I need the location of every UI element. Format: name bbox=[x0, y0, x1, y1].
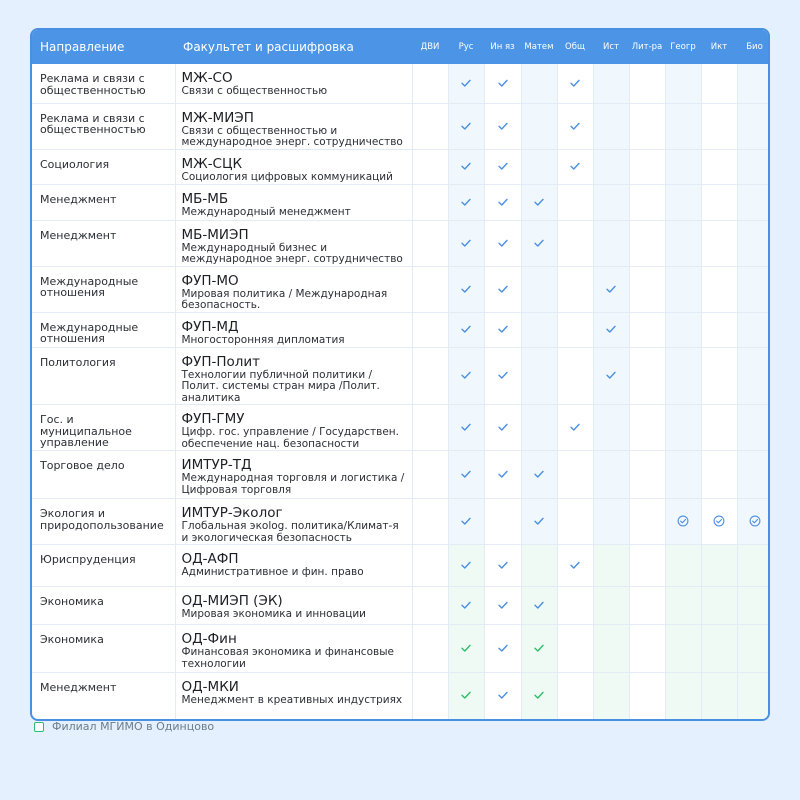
subject-cell-literature bbox=[629, 220, 665, 266]
direction-cell: Экономика bbox=[32, 625, 175, 673]
direction-cell: Гос. и муниципальное управление bbox=[32, 405, 175, 451]
subject-cell-dvi bbox=[412, 266, 448, 312]
faculty-code: МЖ-СЦК bbox=[181, 155, 243, 172]
header-subject-ict[interactable]: Икт bbox=[701, 30, 737, 64]
faculty-description: Международная торговля и логистика / Цифровая торговля bbox=[181, 472, 405, 496]
check-icon bbox=[460, 237, 472, 249]
check-icon bbox=[497, 599, 509, 611]
subject-cell-foreign bbox=[484, 451, 521, 499]
subject-cell-ict bbox=[701, 184, 737, 220]
faculty-code: МБ-МБ bbox=[181, 190, 229, 207]
subject-cell-geography bbox=[665, 64, 701, 103]
subject-cell-biology bbox=[737, 220, 770, 266]
check-icon bbox=[569, 120, 581, 132]
faculty-cell bbox=[175, 625, 412, 673]
subject-cell-history bbox=[593, 220, 629, 266]
direction-cell: Менеджмент bbox=[32, 673, 175, 719]
subject-cell-literature bbox=[629, 64, 665, 103]
subject-cell-math bbox=[521, 312, 557, 347]
admission-table bbox=[32, 30, 770, 719]
faculty-cell bbox=[175, 312, 412, 347]
subject-cell-literature bbox=[629, 545, 665, 587]
header-subject-foreign[interactable]: Ин яз bbox=[484, 30, 521, 64]
direction-cell: Реклама и связи с общественностью bbox=[32, 103, 175, 149]
subject-cell-ict bbox=[701, 149, 737, 184]
subject-cell-ict bbox=[701, 312, 737, 347]
subject-cell-foreign bbox=[484, 545, 521, 587]
subject-cell-geography bbox=[665, 545, 701, 587]
check-icon bbox=[460, 323, 472, 335]
subject-cell-math bbox=[521, 673, 557, 719]
subject-cell-geography bbox=[665, 266, 701, 312]
direction-cell: Политология bbox=[32, 347, 175, 405]
check-icon bbox=[497, 196, 509, 208]
legend-label: Филиал МГИМО в Одинцово bbox=[52, 720, 215, 733]
subject-cell-ict bbox=[701, 220, 737, 266]
faculty-description: Международный бизнес и международное энерг. сотрудничество bbox=[181, 241, 403, 265]
subject-cell-math bbox=[521, 184, 557, 220]
subject-cell-math bbox=[521, 499, 557, 545]
check-icon bbox=[497, 642, 509, 654]
subject-cell-social bbox=[557, 266, 593, 312]
header-faculty[interactable]: Факультет и расшифровка bbox=[175, 30, 412, 64]
subject-cell-dvi bbox=[412, 499, 448, 545]
subject-cell-ict bbox=[701, 545, 737, 587]
direction-cell: Юриспруденция bbox=[32, 545, 175, 587]
table-row bbox=[32, 103, 770, 149]
subject-cell-history bbox=[593, 545, 629, 587]
subject-cell-foreign bbox=[484, 625, 521, 673]
subject-cell-geography bbox=[665, 347, 701, 405]
subject-cell-dvi bbox=[412, 312, 448, 347]
subject-cell-social bbox=[557, 625, 593, 673]
subject-cell-history bbox=[593, 149, 629, 184]
subject-cell-history bbox=[593, 405, 629, 451]
subject-cell-biology bbox=[737, 625, 770, 673]
faculty-code: МЖ-СО bbox=[181, 70, 233, 86]
subject-cell-geography bbox=[665, 184, 701, 220]
subject-cell-dvi bbox=[412, 103, 448, 149]
subject-cell-ict bbox=[701, 625, 737, 673]
check-icon bbox=[460, 689, 472, 701]
subject-cell-foreign bbox=[484, 312, 521, 347]
table-row bbox=[32, 312, 770, 347]
check-icon bbox=[569, 421, 581, 433]
subject-cell-dvi bbox=[412, 64, 448, 103]
check-icon bbox=[497, 421, 509, 433]
faculty-code: ОД-МИЭП (ЭК) bbox=[181, 593, 283, 609]
legend-swatch bbox=[34, 722, 44, 732]
check-icon bbox=[533, 689, 545, 701]
subject-cell-rus bbox=[448, 266, 484, 312]
subject-cell-history bbox=[593, 499, 629, 545]
check-icon bbox=[460, 515, 472, 527]
circle-check-icon bbox=[677, 515, 689, 527]
subject-cell-social bbox=[557, 545, 593, 587]
direction-cell: Экология и природопользование bbox=[32, 499, 175, 545]
legend bbox=[34, 720, 214, 733]
faculty-cell bbox=[175, 103, 412, 149]
subject-cell-history bbox=[593, 312, 629, 347]
check-icon bbox=[569, 77, 581, 89]
subject-cell-social bbox=[557, 587, 593, 625]
faculty-code: ФУП-МД bbox=[181, 318, 239, 335]
subject-cell-biology bbox=[737, 184, 770, 220]
subject-cell-literature bbox=[629, 499, 665, 545]
direction-cell: Экономика bbox=[32, 587, 175, 625]
subject-cell-history bbox=[593, 184, 629, 220]
subject-cell-literature bbox=[629, 673, 665, 719]
header-subject-dvi[interactable]: ДВИ bbox=[412, 30, 448, 64]
table-row bbox=[32, 405, 770, 451]
subject-cell-literature bbox=[629, 312, 665, 347]
subject-cell-history bbox=[593, 587, 629, 625]
subject-cell-literature bbox=[629, 587, 665, 625]
subject-cell-history bbox=[593, 347, 629, 405]
faculty-description: Административное и фин. право bbox=[181, 566, 364, 578]
direction-cell: Международные отношения bbox=[32, 312, 175, 347]
subject-cell-foreign bbox=[484, 149, 521, 184]
subject-cell-foreign bbox=[484, 64, 521, 103]
direction-cell: Международные отношения bbox=[32, 266, 175, 312]
faculty-description: Мировая политика / Международная безопасность. bbox=[181, 287, 388, 311]
subject-cell-foreign bbox=[484, 103, 521, 149]
subject-cell-ict bbox=[701, 347, 737, 405]
check-icon bbox=[497, 120, 509, 132]
faculty-code: МЖ-МИЭП bbox=[181, 109, 254, 126]
faculty-description: Мировая экономика и инновации bbox=[181, 608, 366, 620]
subject-cell-geography bbox=[665, 405, 701, 451]
faculty-code: ФУП-МО bbox=[181, 272, 239, 289]
admission-table-card bbox=[30, 28, 770, 721]
subject-cell-biology bbox=[737, 64, 770, 103]
faculty-cell bbox=[175, 451, 412, 499]
check-icon bbox=[497, 559, 509, 571]
faculty-cell bbox=[175, 673, 412, 719]
subject-cell-literature bbox=[629, 625, 665, 673]
subject-cell-ict bbox=[701, 451, 737, 499]
faculty-cell bbox=[175, 64, 412, 103]
table-body bbox=[32, 64, 770, 719]
direction-cell: Менеджмент bbox=[32, 184, 175, 220]
subject-cell-ict bbox=[701, 103, 737, 149]
subject-cell-dvi bbox=[412, 451, 448, 499]
check-icon bbox=[569, 160, 581, 172]
subject-cell-social bbox=[557, 149, 593, 184]
subject-cell-history bbox=[593, 103, 629, 149]
subject-cell-ict bbox=[701, 673, 737, 719]
check-icon bbox=[605, 369, 617, 381]
check-icon bbox=[533, 642, 545, 654]
circle-check-icon bbox=[713, 515, 725, 527]
faculty-code: ФУП-ГМУ bbox=[181, 411, 245, 427]
subject-cell-geography bbox=[665, 220, 701, 266]
subject-cell-geography bbox=[665, 103, 701, 149]
faculty-code: ОД-Фин bbox=[181, 631, 237, 647]
faculty-description: Связи с общественностью bbox=[181, 85, 328, 97]
subject-cell-rus bbox=[448, 545, 484, 587]
direction-cell: Менеджмент bbox=[32, 220, 175, 266]
subject-cell-biology bbox=[737, 451, 770, 499]
subject-cell-math bbox=[521, 625, 557, 673]
subject-cell-biology bbox=[737, 545, 770, 587]
check-icon bbox=[497, 689, 509, 701]
faculty-description: Технологии публичной политики / Полит. системы стран мира /Полит. аналитика bbox=[181, 368, 380, 404]
subject-cell-math bbox=[521, 451, 557, 499]
subject-cell-math bbox=[521, 405, 557, 451]
subject-cell-rus bbox=[448, 149, 484, 184]
check-icon bbox=[497, 237, 509, 249]
faculty-cell bbox=[175, 499, 412, 545]
subject-cell-ict bbox=[701, 499, 737, 545]
direction-cell: Реклама и связи с общественностью bbox=[32, 64, 175, 103]
faculty-cell bbox=[175, 347, 412, 405]
subject-cell-rus bbox=[448, 451, 484, 499]
subject-cell-dvi bbox=[412, 220, 448, 266]
subject-cell-geography bbox=[665, 451, 701, 499]
subject-cell-literature bbox=[629, 149, 665, 184]
check-icon bbox=[533, 237, 545, 249]
subject-cell-social bbox=[557, 673, 593, 719]
faculty-cell bbox=[175, 587, 412, 625]
table-row bbox=[32, 673, 770, 719]
faculty-cell bbox=[175, 149, 412, 184]
faculty-code: ОД-АФП bbox=[181, 551, 239, 567]
circle-check-icon bbox=[749, 515, 761, 527]
subject-cell-rus bbox=[448, 220, 484, 266]
check-icon bbox=[533, 599, 545, 611]
subject-cell-social bbox=[557, 64, 593, 103]
check-icon bbox=[460, 120, 472, 132]
subject-cell-math bbox=[521, 347, 557, 405]
faculty-cell bbox=[175, 184, 412, 220]
direction-cell: Социология bbox=[32, 149, 175, 184]
table-row bbox=[32, 347, 770, 405]
subject-cell-biology bbox=[737, 673, 770, 719]
faculty-cell bbox=[175, 266, 412, 312]
header-subject-literature[interactable]: Лит-ра bbox=[629, 30, 665, 64]
faculty-cell bbox=[175, 405, 412, 451]
faculty-description: Связи с общественностью и международное энерг. сотрудничество bbox=[181, 124, 403, 148]
subject-cell-social bbox=[557, 312, 593, 347]
subject-cell-biology bbox=[737, 405, 770, 451]
check-icon bbox=[460, 468, 472, 480]
subject-cell-rus bbox=[448, 103, 484, 149]
faculty-description: Глобальная экolog. политика/Климат-я и экологическая безопасность bbox=[181, 520, 399, 544]
table-row bbox=[32, 220, 770, 266]
subject-cell-dvi bbox=[412, 587, 448, 625]
subject-cell-ict bbox=[701, 64, 737, 103]
subject-cell-foreign bbox=[484, 499, 521, 545]
subject-cell-literature bbox=[629, 184, 665, 220]
subject-cell-rus bbox=[448, 499, 484, 545]
subject-cell-history bbox=[593, 451, 629, 499]
subject-cell-rus bbox=[448, 64, 484, 103]
subject-cell-biology bbox=[737, 266, 770, 312]
faculty-description: Международный менеджмент bbox=[181, 205, 351, 218]
header-subject-rus[interactable]: Рус bbox=[448, 30, 484, 64]
subject-cell-literature bbox=[629, 451, 665, 499]
subject-cell-literature bbox=[629, 266, 665, 312]
faculty-code: ИМТУР-ТД bbox=[181, 457, 252, 473]
table-row bbox=[32, 184, 770, 220]
subject-cell-foreign bbox=[484, 587, 521, 625]
faculty-description: Менеджмент в креативных индустриях bbox=[181, 694, 403, 706]
subject-cell-foreign bbox=[484, 405, 521, 451]
subject-cell-biology bbox=[737, 587, 770, 625]
subject-cell-rus bbox=[448, 625, 484, 673]
check-icon bbox=[533, 468, 545, 480]
subject-cell-history bbox=[593, 673, 629, 719]
subject-cell-math bbox=[521, 103, 557, 149]
check-icon bbox=[460, 283, 472, 295]
subject-cell-dvi bbox=[412, 545, 448, 587]
header-subject-history[interactable]: Ист bbox=[593, 30, 629, 64]
subject-cell-math bbox=[521, 545, 557, 587]
subject-cell-math bbox=[521, 220, 557, 266]
subject-cell-ict bbox=[701, 266, 737, 312]
table-row bbox=[32, 625, 770, 673]
subject-cell-ict bbox=[701, 587, 737, 625]
subject-cell-social bbox=[557, 451, 593, 499]
subject-cell-rus bbox=[448, 347, 484, 405]
faculty-code: ФУП-Полит bbox=[181, 353, 261, 370]
check-icon bbox=[460, 160, 472, 172]
subject-cell-foreign bbox=[484, 184, 521, 220]
subject-cell-social bbox=[557, 103, 593, 149]
subject-cell-social bbox=[557, 405, 593, 451]
subject-cell-math bbox=[521, 587, 557, 625]
header-subject-social[interactable]: Общ bbox=[557, 30, 593, 64]
check-icon bbox=[460, 77, 472, 89]
subject-cell-math bbox=[521, 149, 557, 184]
subject-cell-rus bbox=[448, 673, 484, 719]
check-icon bbox=[460, 559, 472, 571]
subject-cell-dvi bbox=[412, 347, 448, 405]
header-direction[interactable]: Направление bbox=[32, 30, 175, 64]
subject-cell-social bbox=[557, 184, 593, 220]
check-icon bbox=[497, 323, 509, 335]
subject-cell-literature bbox=[629, 405, 665, 451]
subject-cell-foreign bbox=[484, 673, 521, 719]
subject-cell-literature bbox=[629, 103, 665, 149]
check-icon bbox=[497, 468, 509, 480]
subject-cell-biology bbox=[737, 499, 770, 545]
table-row bbox=[32, 587, 770, 625]
subject-cell-biology bbox=[737, 149, 770, 184]
faculty-cell bbox=[175, 545, 412, 587]
faculty-code: МБ-МИЭП bbox=[181, 226, 249, 243]
subject-cell-literature bbox=[629, 347, 665, 405]
table-header-row bbox=[32, 30, 770, 64]
faculty-code: ИМТУР-Эколог bbox=[181, 505, 283, 521]
faculty-description: Финансовая экономика и финансовые технологии bbox=[181, 646, 394, 670]
subject-cell-social bbox=[557, 220, 593, 266]
subject-cell-rus bbox=[448, 587, 484, 625]
subject-cell-geography bbox=[665, 587, 701, 625]
subject-cell-geography bbox=[665, 673, 701, 719]
subject-cell-rus bbox=[448, 184, 484, 220]
subject-cell-biology bbox=[737, 103, 770, 149]
faculty-code: ОД-МКИ bbox=[181, 679, 239, 695]
header-subject-geography[interactable]: Геогр bbox=[665, 30, 701, 64]
check-icon bbox=[533, 196, 545, 208]
subject-cell-math bbox=[521, 64, 557, 103]
subject-cell-dvi bbox=[412, 673, 448, 719]
subject-cell-ict bbox=[701, 405, 737, 451]
subject-cell-history bbox=[593, 266, 629, 312]
check-icon bbox=[533, 515, 545, 527]
subject-cell-dvi bbox=[412, 405, 448, 451]
check-icon bbox=[497, 369, 509, 381]
check-icon bbox=[497, 160, 509, 172]
subject-cell-biology bbox=[737, 347, 770, 405]
subject-cell-geography bbox=[665, 499, 701, 545]
subject-cell-rus bbox=[448, 312, 484, 347]
check-icon bbox=[497, 283, 509, 295]
check-icon bbox=[497, 77, 509, 89]
direction-cell: Торговое дело bbox=[32, 451, 175, 499]
table-row bbox=[32, 451, 770, 499]
subject-cell-rus bbox=[448, 405, 484, 451]
subject-cell-geography bbox=[665, 625, 701, 673]
header-subject-biology[interactable]: Био bbox=[737, 30, 770, 64]
header-subject-math[interactable]: Матем bbox=[521, 30, 557, 64]
subject-cell-foreign bbox=[484, 347, 521, 405]
faculty-description: Социология цифровых коммуникаций bbox=[181, 170, 393, 183]
subject-cell-social bbox=[557, 347, 593, 405]
subject-cell-dvi bbox=[412, 149, 448, 184]
table-row bbox=[32, 499, 770, 545]
subject-cell-math bbox=[521, 266, 557, 312]
check-icon bbox=[460, 196, 472, 208]
subject-cell-history bbox=[593, 64, 629, 103]
table-row bbox=[32, 545, 770, 587]
check-icon bbox=[460, 369, 472, 381]
check-icon bbox=[605, 283, 617, 295]
subject-cell-geography bbox=[665, 312, 701, 347]
faculty-cell bbox=[175, 220, 412, 266]
faculty-description: Цифр. гос. управление / Государствен. обеспечение нац. безопасности bbox=[181, 426, 399, 450]
subject-cell-dvi bbox=[412, 184, 448, 220]
check-icon bbox=[460, 642, 472, 654]
subject-cell-foreign bbox=[484, 220, 521, 266]
subject-cell-foreign bbox=[484, 266, 521, 312]
subject-cell-biology bbox=[737, 312, 770, 347]
check-icon bbox=[460, 599, 472, 611]
subject-cell-social bbox=[557, 499, 593, 545]
subject-cell-history bbox=[593, 625, 629, 673]
table-row bbox=[32, 149, 770, 184]
check-icon bbox=[460, 421, 472, 433]
check-icon bbox=[569, 559, 581, 571]
subject-cell-geography bbox=[665, 149, 701, 184]
table-row bbox=[32, 64, 770, 103]
table-row bbox=[32, 266, 770, 312]
subject-cell-dvi bbox=[412, 625, 448, 673]
check-icon bbox=[605, 323, 617, 335]
faculty-description: Многосторонняя дипломатия bbox=[181, 333, 345, 346]
